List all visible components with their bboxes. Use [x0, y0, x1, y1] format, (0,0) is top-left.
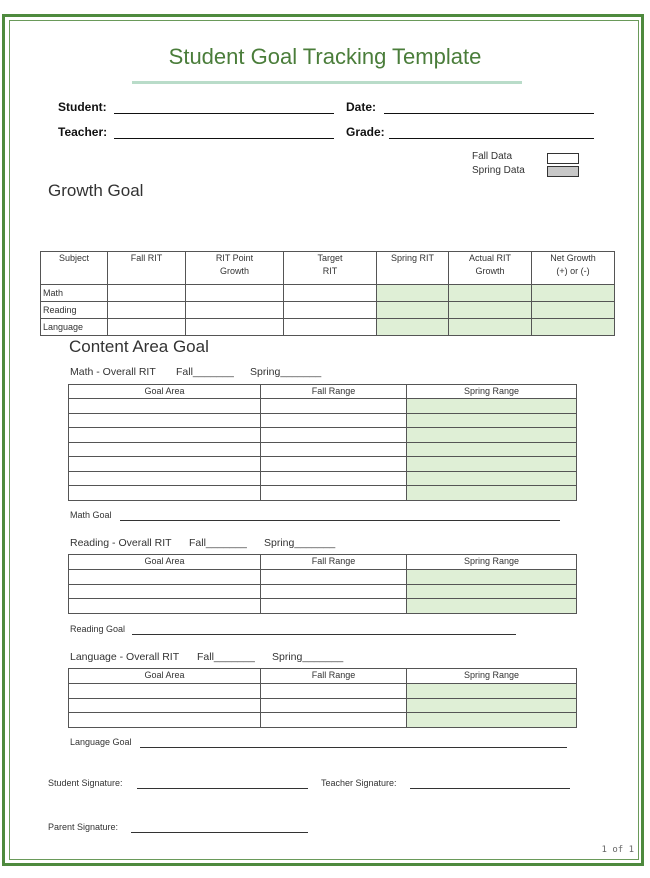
legend-fall-swatch: [547, 153, 579, 164]
table-cell[interactable]: [108, 302, 186, 319]
language-goal-label: Language Goal: [70, 737, 132, 747]
legend-spring-swatch: [547, 166, 579, 177]
table-row: [41, 319, 615, 336]
teacher-field[interactable]: [114, 138, 334, 139]
legend-spring-label: Spring Data: [472, 165, 525, 176]
page-number: 1 of 1: [601, 845, 634, 855]
table-cell[interactable]: [284, 285, 377, 302]
page-title: Student Goal Tracking Template: [168, 44, 482, 69]
date-field[interactable]: [384, 113, 594, 114]
col-subject: Subject: [41, 252, 108, 285]
table-row: [69, 713, 577, 728]
table-cell[interactable]: [261, 413, 407, 428]
language-table-header-row: [69, 669, 577, 684]
table-cell[interactable]: [407, 486, 577, 501]
table-row: [41, 285, 615, 302]
table-cell[interactable]: [532, 302, 615, 319]
row-label-math: Math: [41, 285, 108, 302]
col-actual-rit-growth: Actual RIT Growth: [449, 252, 532, 285]
table-cell[interactable]: [186, 319, 284, 336]
table-cell[interactable]: [407, 599, 577, 614]
reading-spring-field[interactable]: Spring_______: [264, 537, 336, 549]
math-fall-field[interactable]: Fall_______: [176, 366, 234, 378]
language-fall-field[interactable]: Fall_______: [197, 651, 255, 663]
language-spring-field[interactable]: Spring_______: [272, 651, 344, 663]
table-cell[interactable]: [532, 285, 615, 302]
table-cell[interactable]: [261, 698, 407, 713]
table-cell[interactable]: [69, 698, 261, 713]
table-cell[interactable]: [407, 428, 577, 443]
reading-goal-field[interactable]: [132, 634, 516, 635]
table-row: [69, 486, 577, 501]
grade-label: Grade:: [346, 125, 385, 139]
table-cell[interactable]: [284, 302, 377, 319]
student-signature-label: Student Signature:: [48, 778, 123, 788]
title-underline: [132, 81, 522, 84]
table-cell[interactable]: [261, 584, 407, 599]
table-cell[interactable]: [377, 319, 449, 336]
col-fall-rit: Fall RIT: [108, 252, 186, 285]
table-row: [69, 471, 577, 486]
col-net-growth: Net Growth (+) or (-): [532, 252, 615, 285]
parent-signature-label: Parent Signature:: [48, 822, 119, 832]
student-field[interactable]: [114, 113, 334, 114]
col-goal-area: Goal Area: [69, 385, 261, 399]
table-row: [69, 698, 577, 713]
table-cell[interactable]: [69, 584, 261, 599]
table-cell[interactable]: [407, 684, 577, 699]
row-label-reading: Reading: [41, 302, 108, 319]
table-cell[interactable]: [377, 302, 449, 319]
table-cell[interactable]: [261, 713, 407, 728]
table-cell[interactable]: [377, 285, 449, 302]
col-spring-range: Spring Range: [407, 669, 577, 684]
table-cell[interactable]: [69, 684, 261, 699]
student-label: Student:: [58, 100, 107, 114]
table-row: [69, 457, 577, 472]
content-area-heading: Content Area Goal: [69, 337, 209, 356]
col-spring-range: Spring Range: [407, 385, 577, 399]
table-row: [69, 684, 577, 699]
table-cell[interactable]: [186, 285, 284, 302]
table-row: [69, 599, 577, 614]
language-goal-field[interactable]: [140, 747, 567, 748]
reading-goal-table: [68, 554, 577, 614]
table-cell[interactable]: [261, 599, 407, 614]
grade-field[interactable]: [389, 138, 594, 139]
student-signature-field[interactable]: [137, 788, 308, 789]
table-cell[interactable]: [69, 442, 261, 457]
table-cell[interactable]: [407, 570, 577, 585]
table-cell[interactable]: [108, 285, 186, 302]
col-fall-range: Fall Range: [261, 385, 407, 399]
table-cell[interactable]: [449, 319, 532, 336]
teacher-signature-label: Teacher Signature:: [321, 778, 397, 788]
col-fall-range: Fall Range: [261, 669, 407, 684]
table-row: [69, 570, 577, 585]
growth-goal-header-row: [41, 252, 615, 285]
teacher-signature-field[interactable]: [410, 788, 570, 789]
table-cell[interactable]: [284, 319, 377, 336]
table-row: [69, 399, 577, 414]
table-cell[interactable]: [69, 570, 261, 585]
math-spring-field[interactable]: Spring_______: [250, 366, 322, 378]
table-cell[interactable]: [261, 428, 407, 443]
teacher-label: Teacher:: [58, 125, 108, 139]
reading-fall-field[interactable]: Fall_______: [189, 537, 247, 549]
math-table-header-row: [69, 385, 577, 399]
table-cell[interactable]: [407, 457, 577, 472]
math-goal-label: Math Goal: [70, 510, 112, 520]
growth-goal-heading: Growth Goal: [48, 181, 144, 200]
date-label: Date:: [346, 100, 377, 114]
table-cell[interactable]: [532, 319, 615, 336]
reading-overall-rit-label: Reading - Overall RIT: [70, 537, 172, 549]
reading-table-header-row: [69, 555, 577, 570]
col-rit-point-growth: RIT Point Growth: [186, 252, 284, 285]
table-cell[interactable]: [261, 471, 407, 486]
table-cell[interactable]: [407, 471, 577, 486]
table-cell[interactable]: [69, 413, 261, 428]
col-goal-area: Goal Area: [69, 555, 261, 570]
col-target-rit: Target RIT: [284, 252, 377, 285]
table-cell[interactable]: [449, 302, 532, 319]
table-cell[interactable]: [69, 486, 261, 501]
table-cell[interactable]: [407, 713, 577, 728]
math-overall-rit-label: Math - Overall RIT: [70, 366, 156, 378]
language-goal-table: [68, 668, 577, 728]
col-fall-range: Fall Range: [261, 555, 407, 570]
table-cell[interactable]: [69, 471, 261, 486]
table-cell[interactable]: [69, 457, 261, 472]
col-spring-rit: Spring RIT: [377, 252, 449, 285]
table-row: [69, 442, 577, 457]
table-cell[interactable]: [261, 570, 407, 585]
table-cell[interactable]: [261, 457, 407, 472]
table-cell[interactable]: [449, 285, 532, 302]
table-cell[interactable]: [261, 442, 407, 457]
table-cell[interactable]: [407, 698, 577, 713]
parent-signature-field[interactable]: [131, 832, 308, 833]
table-row: [69, 428, 577, 443]
table-cell[interactable]: [69, 399, 261, 414]
table-cell[interactable]: [407, 584, 577, 599]
reading-goal-label: Reading Goal: [70, 624, 126, 634]
table-cell[interactable]: [108, 319, 186, 336]
table-cell[interactable]: [261, 486, 407, 501]
table-cell[interactable]: [407, 399, 577, 414]
row-label-language: Language: [41, 319, 108, 336]
legend-fall-label: Fall Data: [472, 151, 513, 162]
table-cell[interactable]: [186, 302, 284, 319]
col-spring-range: Spring Range: [407, 555, 577, 570]
language-overall-rit-label: Language - Overall RIT: [70, 651, 180, 663]
table-cell[interactable]: [69, 713, 261, 728]
table-cell[interactable]: [407, 442, 577, 457]
table-cell[interactable]: [69, 599, 261, 614]
table-cell[interactable]: [261, 684, 407, 699]
table-row: [69, 413, 577, 428]
table-cell[interactable]: [69, 428, 261, 443]
table-row: [41, 302, 615, 319]
table-cell[interactable]: [261, 399, 407, 414]
math-goal-field[interactable]: [120, 520, 560, 521]
math-goal-table: [68, 384, 577, 501]
table-row: [69, 584, 577, 599]
col-goal-area: Goal Area: [69, 669, 261, 684]
growth-goal-table: [40, 251, 615, 336]
table-cell[interactable]: [407, 413, 577, 428]
